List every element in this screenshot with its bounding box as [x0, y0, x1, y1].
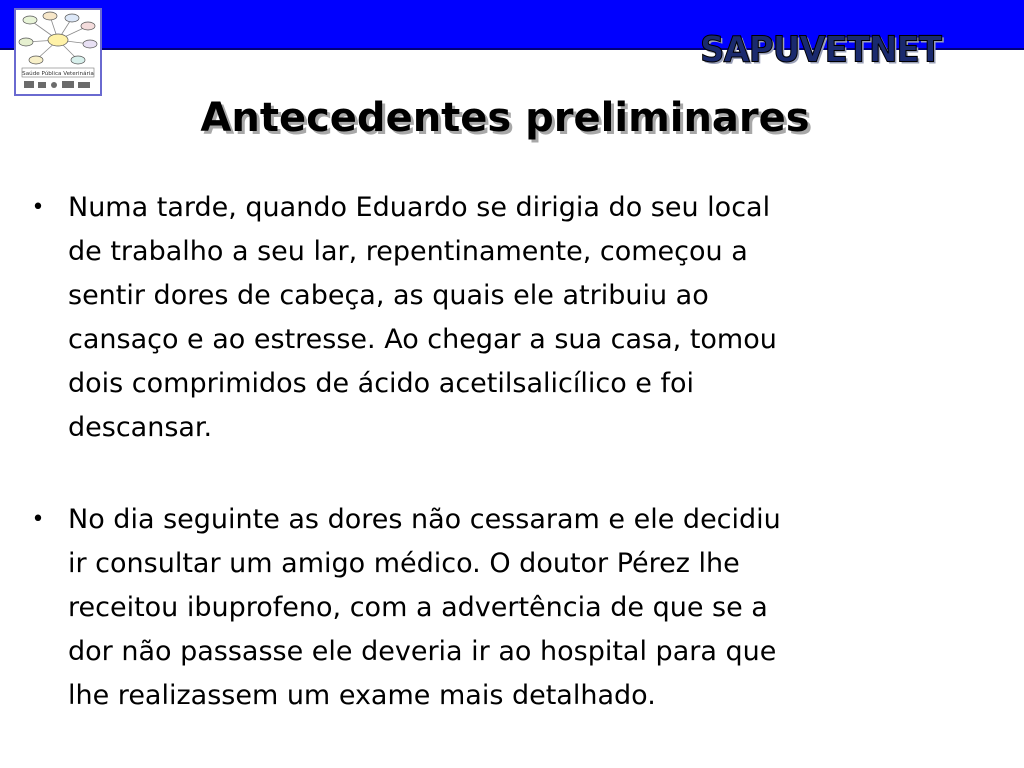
bullet-list — [28, 186, 968, 766]
bullet-line: sentir dores de cabeça, as quais ele atribuiu ao — [68, 280, 709, 311]
bullet-line: lhe realizassem um exame mais detalhado. — [68, 680, 656, 711]
bullet-line: de trabalho a seu lar, repentinamente, começou a — [68, 236, 748, 267]
logo-caption: Saúde Pública Veterinária — [22, 71, 94, 77]
bullet-line: No dia seguinte as dores não cessaram e ele decidiu — [68, 504, 781, 535]
bullet-line: Numa tarde, quando Eduardo se dirigia do seu local — [68, 192, 771, 223]
brand-name: SAPUVETNET — [700, 29, 941, 71]
bullet-line: receitou ibuprofeno, com a advertência de que se a — [68, 592, 768, 623]
bullet-line: dor não passasse ele deveria ir ao hospital para que — [68, 636, 777, 667]
bullet-item — [28, 186, 968, 450]
bullet-line: ir consultar um amigo médico. O doutor Pérez lhe — [68, 548, 740, 579]
network-diagram-logo-icon — [16, 10, 100, 94]
bullet-icon: • — [31, 195, 45, 220]
sapuvetnet-logo — [14, 8, 102, 96]
bullet-line: descansar. — [68, 412, 213, 443]
bullet-line: dois comprimidos de ácido acetilsalicílico e foi — [68, 368, 695, 399]
bullet-icon: • — [31, 507, 45, 532]
bullet-line: cansaço e ao estresse. Ao chegar a sua casa, tomou — [68, 324, 777, 355]
bullet-item — [28, 498, 968, 718]
slide-title: Antecedentes preliminares — [200, 95, 810, 141]
